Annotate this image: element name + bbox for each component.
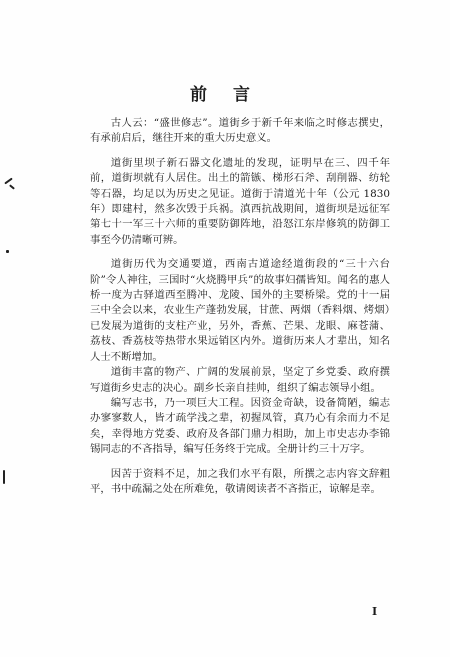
scan-mark: [6, 250, 9, 253]
paragraph-3: 道街历代为交通要道，西南古道途经道街段的“三十六台阶”令人神往，三国时“火烧腾甲兵”的故事妇孺皆知。闻名的惠人桥一度为古驿道西至腾冲、龙陵、国外的主要桥梁。党的十一届三中全会以来，农业生产蓬勃发展，甘蔗、两烟（香料烟、烤烟）已发展为道街的支柱产业，另外，香蕉、芒果、龙眼、麻苍蒲、荔枝、香荔枝等热带水果远销区内外。道街历来人才辈出，知名人士不断增加。: [90, 258, 390, 363]
paragraph-5: 编写志书，乃一项巨大工程。因资金奇缺，设备简陋，编志办寥寥数人，皆才疏学浅之辈，初握凤管，真乃心有余而力不足矣，幸得地方党委、政府及各部门鼎力相助，加上市史志办李锦锡同志的不吝指导，编写任务终于完成。全册计约三十万字。: [90, 396, 390, 456]
paragraph-6: 因苦于资料不足，加之我们水平有限，所撰之志内容文辞粗平，书中疏漏之处在所难免，敬请阅读者不吝指正，谅解是幸。: [90, 467, 390, 495]
page-title: 前 言: [190, 85, 260, 105]
paragraph-1: 古人云：“盛世修志”。道街乡于新千年来临之时修志撰史，有承前启后，继往开来的重大历史意义。: [90, 117, 390, 145]
paragraph-4: 道街丰富的物产、广阔的发展前景，坚定了乡党委、政府撰写道街乡史志的决心。副乡长亲自挂帅，组织了编志领导小组。: [90, 366, 390, 394]
scan-mark: [3, 470, 5, 484]
paragraph-2: 道街里坝子新石器文化遗址的发现，证明早在三、四千年前，道街坝就有人居住。出土的箭镞、梯形石斧、刮削器、纺轮等石器，均足以为历史之见证。道街于清道光十年（公元 1830年）即建村，然多次毁于兵祸。滇西抗战期间，道街坝是远征军第七十一军三十六师的重要防御阵地，沿怒江东岸修筑的防御工事至今仍清晰可辨。: [90, 156, 390, 246]
page-number: I: [372, 605, 378, 618]
preface-body: [90, 116, 390, 497]
scan-mark: [4, 178, 13, 185]
scan-mark: [9, 184, 15, 189]
